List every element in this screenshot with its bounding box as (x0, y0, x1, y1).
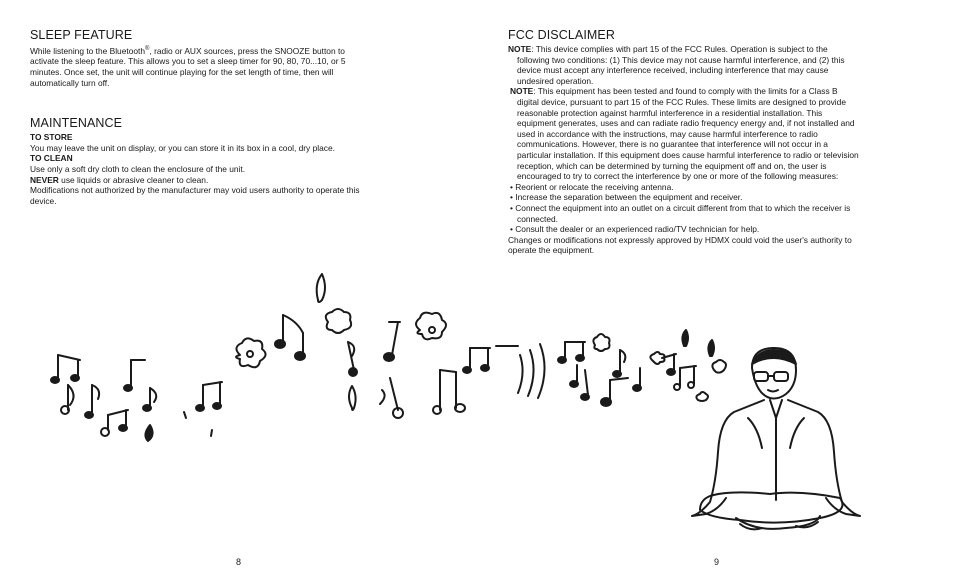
fcc-note-2: NOTE: This equipment has been tested and found to comply with the limits for a Class B digital device, pursuant to part 15 of the FCC Rules. These limits are designed to provide reasonable protection against harmful interference in a residential installation. This equipment generates, uses and can radiate radio frequency energy and, if not installed and used in accordance with the instructions, may cause harmful interference to radio communications. However, there is no guarantee that interference will not occur in a particular installation. If this equipment does cause harmful interference to radio or television reception, which can be determined by turning the equipment off and on, the user is encouraged to try to correct the interference by one or more of the following measures: (510, 86, 859, 182)
music-note-icon (601, 378, 628, 406)
music-note-icon (101, 410, 128, 436)
sleep-feature-heading: SLEEP FEATURE (30, 28, 133, 42)
music-note-icon (348, 342, 357, 376)
never-text: NEVER use liquids or abrasive cleaner to clean. (30, 174, 209, 185)
music-note-icon (558, 342, 585, 363)
music-note-icon (349, 386, 356, 410)
page-number-right: 9 (714, 557, 720, 567)
to-store-text: You may leave the unit on display, or you can store it in its box in a cool, dry place. (30, 142, 335, 153)
music-note-icon (317, 274, 325, 302)
music-note-icon (85, 385, 99, 418)
music-note-icon (613, 350, 625, 377)
flower-icon (326, 309, 351, 333)
to-store-subheading: TO STORE (30, 132, 73, 143)
fcc-bullet-1: • Reorient or relocate the receiving antenna. (510, 181, 674, 192)
flower-icon (236, 338, 266, 367)
flower-icon (593, 334, 609, 351)
fcc-bullet-2: • Increase the separation between the equipment and receiver. (510, 192, 743, 203)
music-note-icon (463, 348, 490, 373)
flower-icon (416, 313, 446, 340)
music-note-icon (581, 370, 589, 400)
maintenance-heading: MAINTENANCE (30, 116, 123, 131)
music-note-icon (674, 366, 696, 390)
fcc-note-1: NOTE: This device complies with part 15 of the FCC Rules. Operation is subject to the following two conditions: (1) This device may not cause harmful interference, and (2) this device must accept any interference received, including interference that may cause undesired operation. (508, 44, 845, 86)
music-note-icon (143, 388, 156, 411)
music-note-icon (145, 425, 152, 441)
music-note-icon (196, 382, 222, 411)
fcc-disclaimer-heading: FCC DISCLAIMER (508, 28, 615, 42)
to-clean-subheading: TO CLEAN (30, 153, 73, 164)
fcc-bullet-4: • Consult the dealer or an experienced radio/TV technician for help. (510, 224, 760, 235)
music-note-icon (682, 330, 714, 356)
page-number-left: 8 (236, 557, 242, 567)
flower-icon (696, 360, 726, 401)
music-note-icon (633, 368, 641, 391)
music-note-icon (275, 315, 305, 360)
music-note-icon (384, 322, 400, 361)
right-column (508, 28, 860, 256)
to-clean-text: Use only a soft dry cloth to clean the enclosure of the unit. (30, 163, 246, 174)
music-note-icon (124, 360, 145, 391)
fcc-closing-text: Changes or modifications not expressly approved by HDMX could void the user's authority to operate the equipment. (508, 234, 852, 256)
fcc-bullet-3: • Connect the equipment into an outlet on a circuit different from that to which the receiver is connected. (510, 202, 851, 224)
meditating-person-illustration (692, 348, 860, 529)
music-note-icon (380, 378, 403, 418)
music-note-icon (570, 365, 578, 387)
sleep-feature-text: While listening to the Bluetooth®, radio or AUX sources, press the SNOOZE button to activate the sleep feature. This allows you to set a sleep timer for 90, 80, 70...10, or 5 minutes. Once set, the unit will continue playing for the set length of time, then will automatically turn off. (30, 45, 346, 88)
modifications-text: Modifications not authorized by the manufacturer may void users authority to operate this device. (30, 185, 360, 206)
music-note-icon (61, 385, 74, 414)
music-notes-illustration (0, 260, 954, 550)
music-note-icon (51, 355, 80, 383)
music-note-icon (662, 354, 676, 375)
sound-waves-icon (518, 344, 545, 398)
music-note-icon (433, 370, 465, 414)
left-column (30, 28, 375, 206)
